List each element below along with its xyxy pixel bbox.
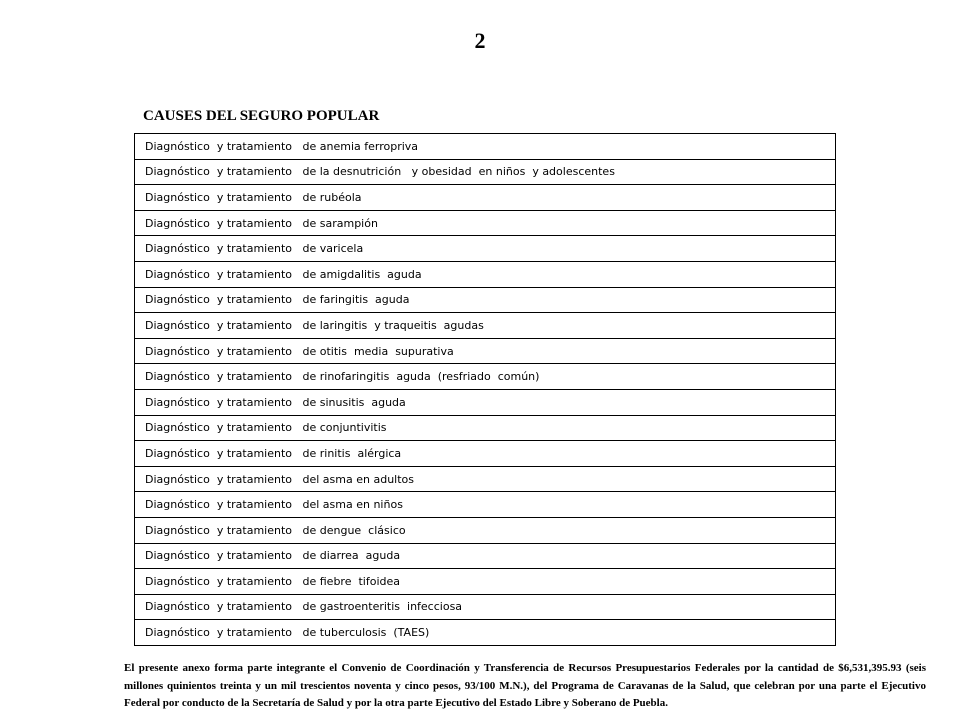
table-cell: Diagnóstico y tratamiento de laringitis y traqueitis agudas (135, 313, 836, 339)
table-cell: Diagnóstico y tratamiento de conjuntivitis (135, 415, 836, 441)
table-row (135, 313, 836, 339)
table-row (135, 185, 836, 211)
table-cell: Diagnóstico y tratamiento de dengue clásico (135, 517, 836, 543)
table-row (135, 364, 836, 390)
table-row (135, 236, 836, 262)
table-row (135, 261, 836, 287)
page-number: 2 (474, 28, 486, 53)
table-cell: Diagnóstico y tratamiento de tuberculosis (TAES) (135, 620, 836, 646)
table-cell: Diagnóstico y tratamiento de rinofaringitis aguda (resfriado común) (135, 364, 836, 390)
table-cell: Diagnóstico y tratamiento de sinusitis aguda (135, 389, 836, 415)
table-row (135, 134, 836, 160)
table-cell: Diagnóstico y tratamiento de rinitis alérgica (135, 441, 836, 467)
section-title: CAUSES DEL SEGURO POPULAR (143, 108, 380, 124)
table-cell: Diagnóstico y tratamiento del asma en adultos (135, 466, 836, 492)
table-cell: Diagnóstico y tratamiento de diarrea aguda (135, 543, 836, 569)
causes-table (134, 133, 836, 646)
table-row (135, 210, 836, 236)
table-cell: Diagnóstico y tratamiento de gastroenteritis infecciosa (135, 594, 836, 620)
table-cell: Diagnóstico y tratamiento de faringitis aguda (135, 287, 836, 313)
table-row (135, 569, 836, 595)
table-cell: Diagnóstico y tratamiento de fiebre tifoidea (135, 569, 836, 595)
table-row (135, 517, 836, 543)
table-cell: Diagnóstico y tratamiento de otitis media supurativa (135, 338, 836, 364)
table-row (135, 466, 836, 492)
table-cell: Diagnóstico y tratamiento de amigdalitis aguda (135, 261, 836, 287)
table-row (135, 159, 836, 185)
table-cell: Diagnóstico y tratamiento de la desnutrición y obesidad en niños y adolescentes (135, 159, 836, 185)
table-cell: Diagnóstico y tratamiento de sarampión (135, 210, 836, 236)
table-row (135, 594, 836, 620)
table-row (135, 389, 836, 415)
table-cell: Diagnóstico y tratamiento de varicela (135, 236, 836, 262)
table-row (135, 287, 836, 313)
footer-note: El presente anexo forma parte integrante el Convenio de Coordinación y Transferencia de Recursos Presupuestarios Federales por la cantidad de $6,531,395.93 (seis millones quinientos treinta y un mil trescientos noventa y cinco pesos, 93/100 M.N.), del Programa de Caravanas de la Salud, que celebran por una parte el Ejecutivo Federal por conducto de la Secretaría de Salud y por la otra parte Ejecutivo del Estado Libre y Soberano de Puebla. (124, 662, 926, 709)
table-row (135, 338, 836, 364)
table-row (135, 415, 836, 441)
table-row (135, 543, 836, 569)
table-cell: Diagnóstico y tratamiento de anemia ferropriva (135, 134, 836, 160)
table-row (135, 620, 836, 646)
table-cell: Diagnóstico y tratamiento de rubéola (135, 185, 836, 211)
table-row (135, 441, 836, 467)
table-row (135, 492, 836, 518)
table-cell: Diagnóstico y tratamiento del asma en niños (135, 492, 836, 518)
